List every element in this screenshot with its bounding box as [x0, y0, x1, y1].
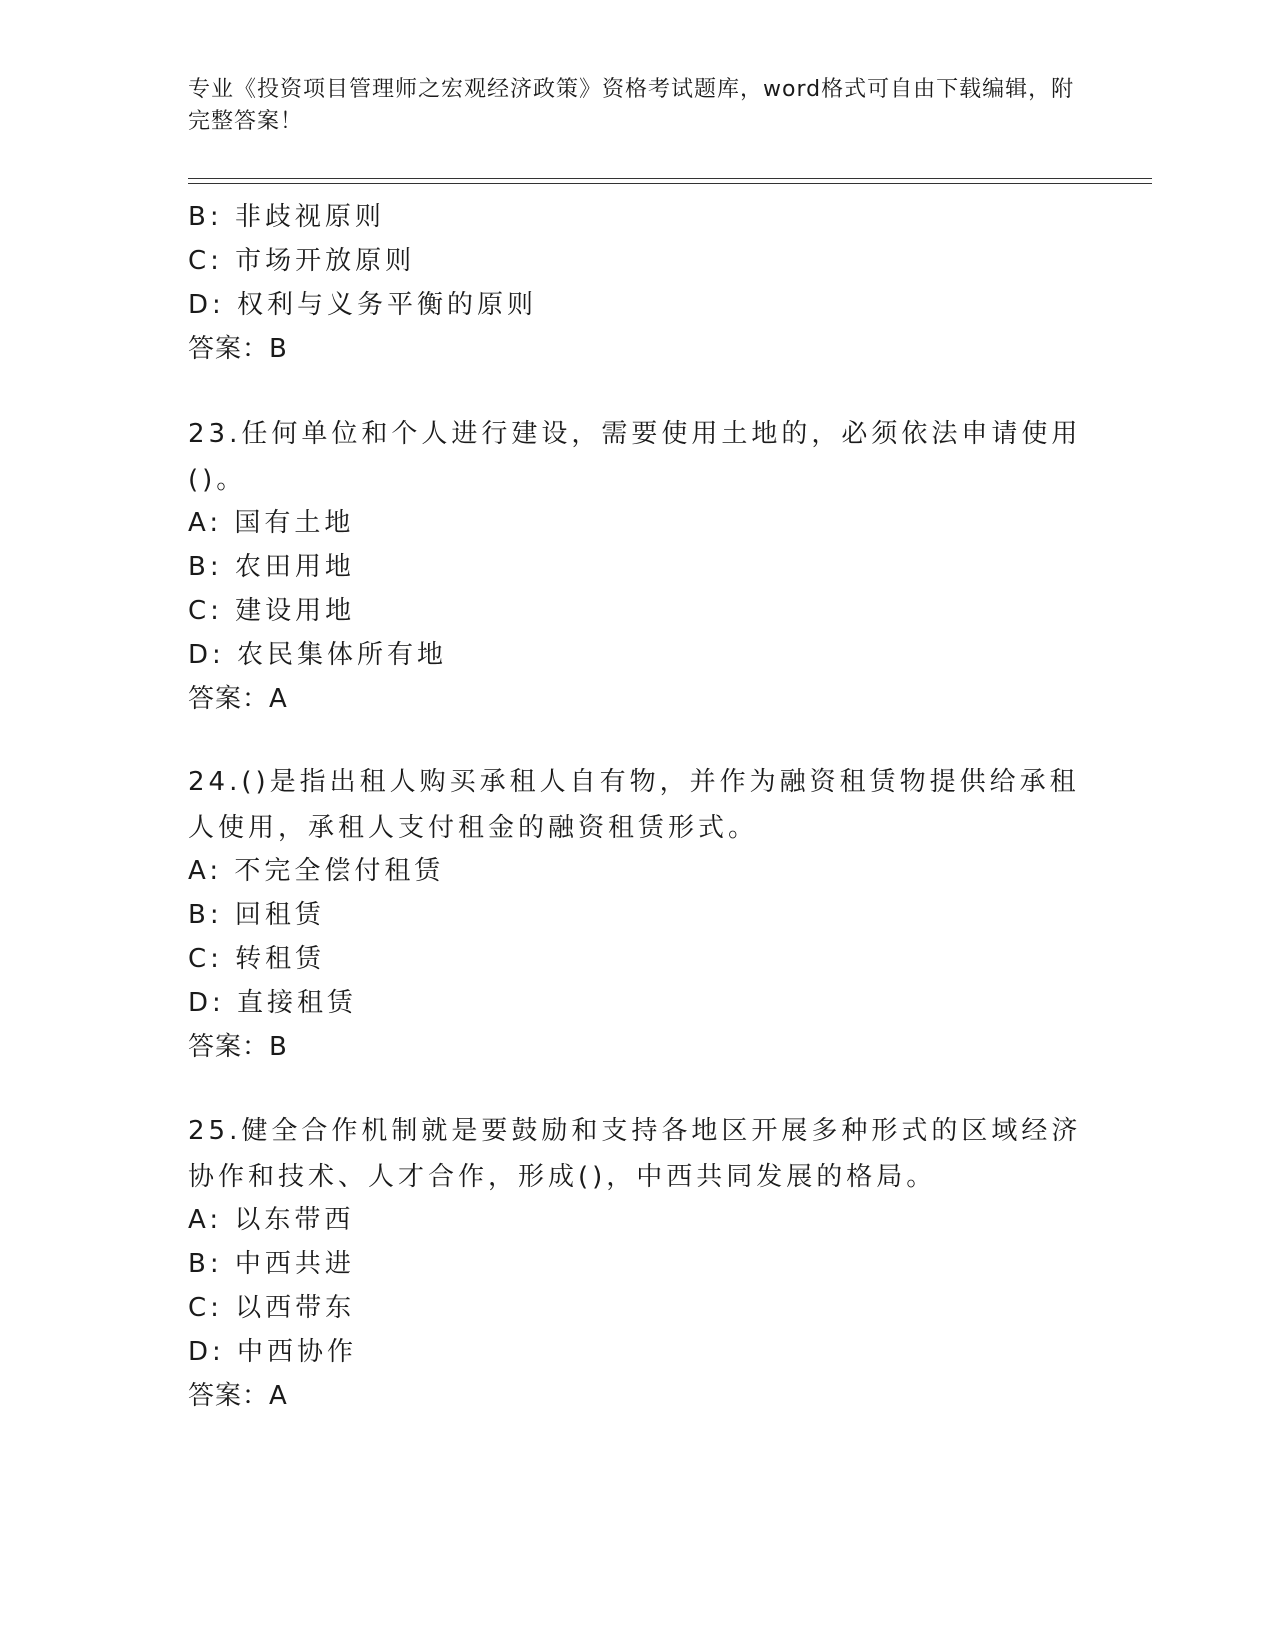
q22-option-d: D: 权利与义务平衡的原则 [188, 290, 538, 320]
q25-option-b: B: 中西共进 [188, 1249, 355, 1279]
q23-option-a: A: 国有土地 [188, 508, 355, 538]
q25-option-a: A: 以东带西 [188, 1205, 355, 1235]
q25-answer: 答案：A [188, 1381, 288, 1411]
q22-answer: 答案：B [188, 334, 288, 364]
q24-answer: 答案：B [188, 1032, 288, 1062]
q25-option-d: D: 中西协作 [188, 1337, 358, 1367]
q25-option-c: C: 以西带东 [188, 1293, 356, 1323]
q24-option-c: C: 转租赁 [188, 944, 326, 974]
q24-option-b: B: 回租赁 [188, 900, 325, 930]
q22-option-b: B: 非歧视原则 [188, 202, 385, 232]
q23-stem: 23.任何单位和个人进行建设，需要使用土地的，必须依法申请使用()。 [188, 419, 1082, 495]
q23-option-d: D: 农民集体所有地 [188, 640, 448, 670]
document-header: 专业《投资项目管理师之宏观经济政策》资格考试题库，word格式可自由下载编辑，附完整答案！ [188, 77, 1075, 134]
header-divider-bottom [188, 183, 1152, 184]
q25-stem: 25.健全合作机制就是要鼓励和支持各地区开展多种形式的区域经济协作和技术、人才合作，形成()，中西共同发展的格局。 [188, 1116, 1082, 1192]
q23-option-c: C: 建设用地 [188, 596, 356, 626]
q23-option-b: B: 农田用地 [188, 552, 355, 582]
q24-option-d: D: 直接租赁 [188, 988, 358, 1018]
q24-option-a: A: 不完全偿付租赁 [188, 856, 445, 886]
q23-answer: 答案：A [188, 684, 288, 714]
q22-option-c: C: 市场开放原则 [188, 246, 416, 276]
q24-stem: 24.()是指出租人购买承租人自有物，并作为融资租赁物提供给承租人使用，承租人支付租金的融资租赁形式。 [188, 767, 1080, 843]
header-divider-top [188, 178, 1152, 179]
